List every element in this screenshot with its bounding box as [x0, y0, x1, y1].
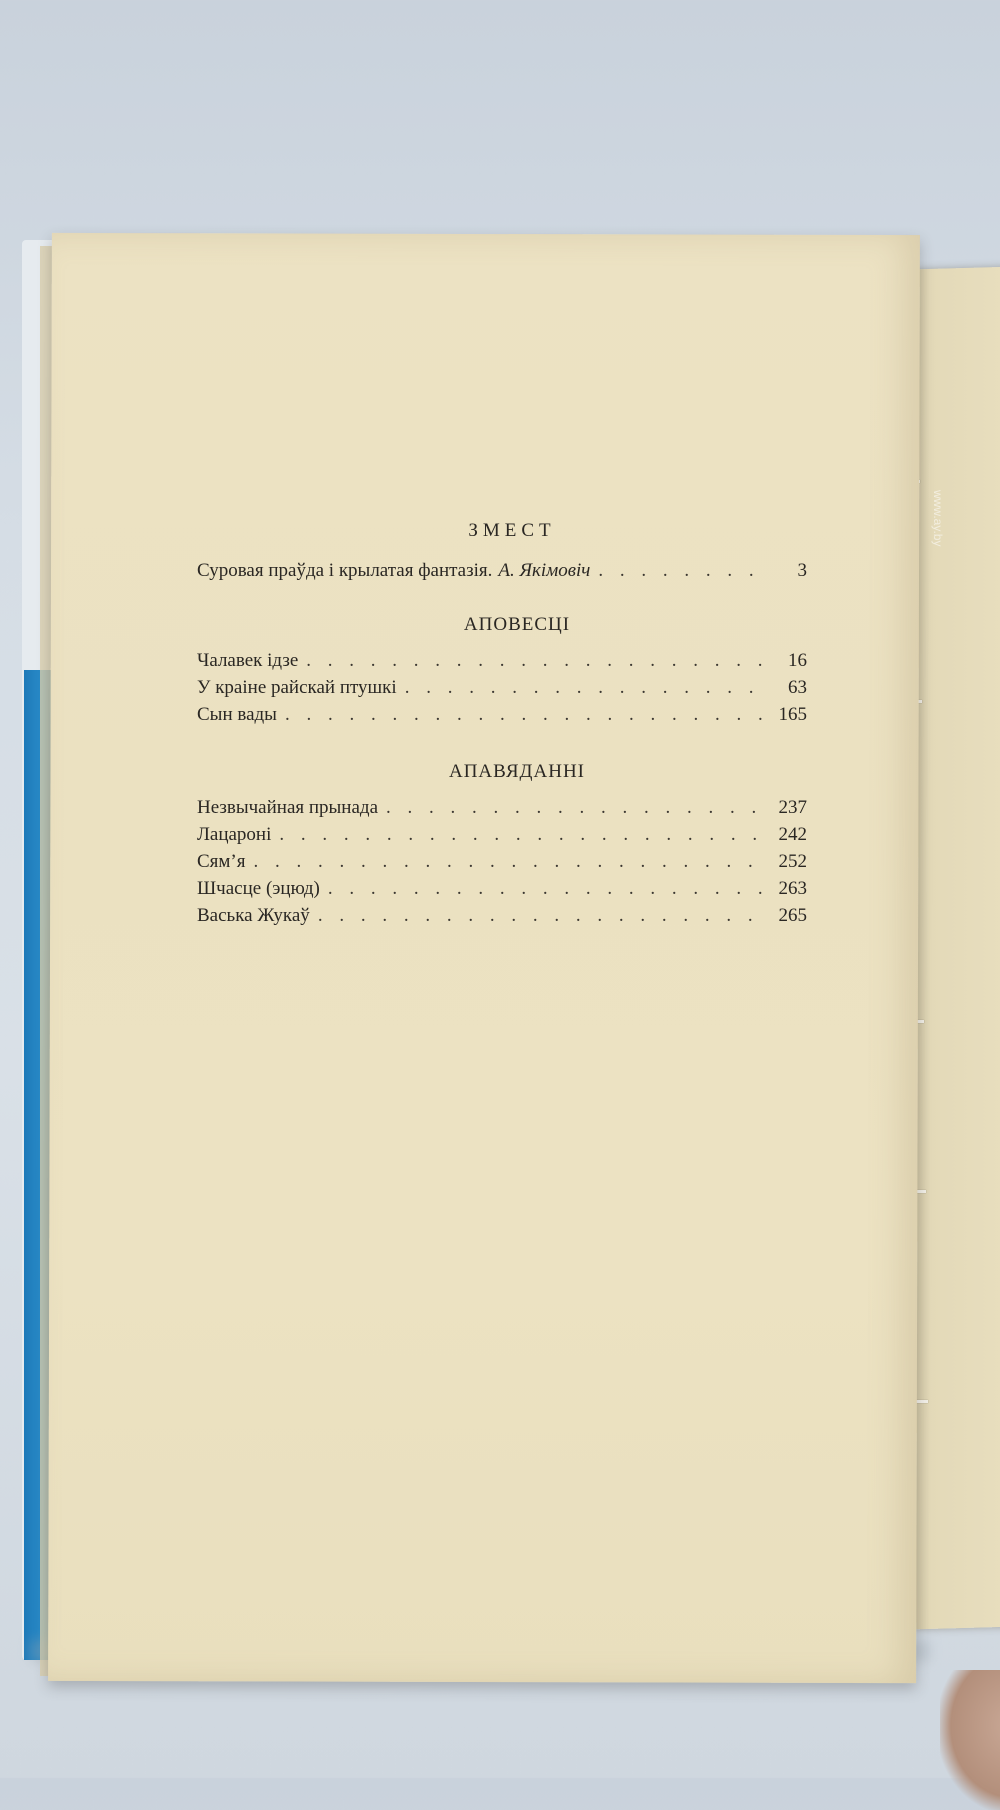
toc-entry	[197, 704, 807, 731]
section-title: АПОВЕСЦІ	[463, 614, 571, 635]
finger	[940, 1670, 1000, 1810]
opposite-page	[910, 266, 1000, 1629]
entry-page-number: 237	[778, 797, 807, 818]
entry-page-number: 63	[788, 677, 807, 698]
entry-title: Лацароні	[197, 824, 272, 845]
toc-title: ЗМЕСТ	[468, 520, 556, 541]
table-of-contents	[197, 520, 807, 962]
entry-page-number: 16	[788, 650, 807, 671]
toc-entry	[197, 797, 807, 824]
leader-dots	[318, 905, 767, 927]
watermark-text: www.ay.by	[931, 490, 945, 547]
toc-section-povesti	[197, 614, 807, 731]
toc-entry	[197, 905, 807, 932]
entry-page-number: 263	[778, 878, 807, 899]
intro-title: Суровая праўда і крылатая фантазія.	[197, 560, 493, 581]
leader-dots	[254, 851, 767, 873]
toc-entry	[197, 824, 807, 851]
entry-title: Сям’я	[197, 851, 246, 872]
entry-title: Незвычайная прынада	[197, 797, 379, 818]
leader-dots	[386, 797, 767, 819]
leader-dots	[405, 677, 767, 699]
entry-title: Шчасце (эцюд)	[197, 878, 320, 899]
entry-title: Сын вады	[197, 704, 277, 725]
entry-page-number: 265	[778, 905, 807, 926]
toc-intro-entry	[197, 560, 807, 582]
toc-section-apavyadanni	[197, 761, 807, 932]
entry-page-number: 165	[778, 704, 807, 725]
toc-entry	[197, 677, 807, 704]
leader-dots	[328, 878, 767, 900]
toc-entry	[197, 878, 807, 905]
binding-stitch	[916, 1400, 928, 1403]
entry-title: Чалавек ідзе	[197, 650, 299, 671]
entry-page-number: 252	[778, 851, 807, 872]
leader-dots	[306, 650, 767, 672]
section-title: АПАВЯДАННІ	[448, 761, 585, 782]
leader-dots	[285, 704, 767, 726]
entry-title: У краіне райскай птушкі	[197, 677, 397, 698]
intro-author: А. Якімовіч	[498, 560, 591, 581]
intro-page-number: 3	[797, 560, 807, 581]
entry-page-number: 242	[778, 824, 807, 845]
toc-entry	[197, 851, 807, 878]
leader-dots	[598, 560, 767, 582]
toc-entry	[197, 650, 807, 677]
entry-title: Васька Жукаў	[197, 905, 310, 926]
leader-dots	[279, 824, 767, 846]
